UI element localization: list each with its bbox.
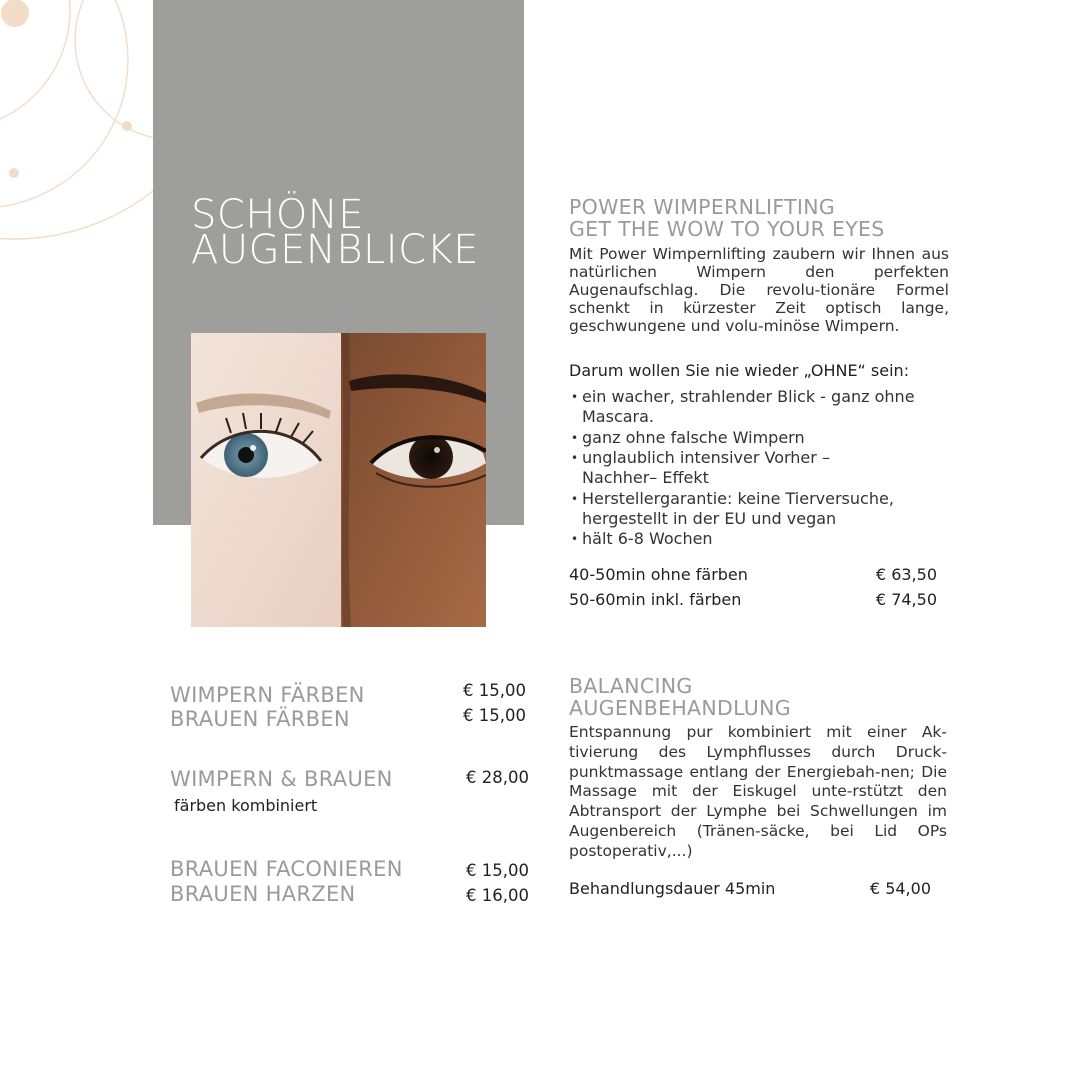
eyes-photo	[191, 333, 486, 627]
harzen-price: € 16,00	[466, 886, 529, 905]
harzen-label: BRAUEN HARZEN	[170, 882, 356, 906]
balancing-price: € 54,00	[869, 879, 931, 898]
price-value: € 74,50	[875, 590, 937, 609]
price-label: 50-60min inkl. färben	[569, 590, 742, 609]
headline-line1: SCHÖNE	[191, 192, 365, 238]
combo-subtext: färben kombiniert	[174, 796, 318, 815]
power-title-line1: POWER WIMPERNLIFTING	[569, 195, 836, 219]
benefit-item: • unglaublich intensiver Vorher – Nachher– Effekt	[569, 448, 852, 488]
wimpern-faerben-label: WIMPERN FÄRBEN	[170, 683, 365, 707]
benefit-item: • hält 6-8 Wochen	[569, 529, 939, 549]
balancing-section	[569, 675, 947, 862]
balancing-price-row	[569, 879, 931, 898]
power-description: Mit Power Wimpernlifting zaubern wir Ihnen aus natürlichen Wimpern den perfekten Augenaufschlag. Die revolu-tionäre Formel schenkt in kürzester Zeit optisch lange, geschwungene und volu-minöse Wimpern.	[569, 245, 949, 335]
faconieren-price: € 15,00	[466, 861, 529, 880]
brauen-faerben-label: BRAUEN FÄRBEN	[170, 707, 350, 731]
balancing-title-line2: AUGENBEHANDLUNG	[569, 696, 791, 720]
power-price-row	[569, 590, 937, 609]
power-subheading: Darum wollen Sie nie wieder „OHNE“ sein:	[569, 361, 910, 380]
benefit-item: • ganz ohne falsche Wimpern	[569, 428, 939, 448]
page-headline	[191, 192, 480, 273]
two-eyes-portrait-icon	[191, 333, 486, 627]
power-benefits-list	[569, 387, 939, 549]
benefit-item: • Herstellergarantie: keine Tierversuche, hergestellt in der EU und vegan	[569, 489, 917, 529]
wimpern-faerben-price: € 15,00	[463, 681, 526, 700]
duration-label: Behandlungsdauer 45min	[569, 879, 776, 898]
combo-price: € 28,00	[466, 768, 529, 787]
power-lifting-section	[569, 196, 949, 550]
combo-label: WIMPERN & BRAUEN	[170, 767, 393, 791]
power-price-row	[569, 565, 937, 584]
price-value: € 63,50	[875, 565, 937, 584]
balancing-description: Entspannung pur kombiniert mit einer Ak-tivierung des Lymphflusses durch Druck-punktmassage entlang der Energiebah-nen; Die Massage mit der Eiskugel unte-rstützt den Abtransport der Lymphe bei Schwellungen im Augenbereich (Tränen-säcke, bei Lid OPs postoperativ,...)	[569, 723, 947, 860]
balancing-title-line1: BALANCING	[569, 674, 693, 698]
benefit-item: • ein wacher, strahlender Blick - ganz ohne Mascara.	[569, 387, 939, 427]
power-title-line2: GET THE WOW TO YOUR EYES	[569, 217, 885, 241]
brauen-faerben-price: € 15,00	[463, 706, 526, 725]
price-label: 40-50min ohne färben	[569, 565, 748, 584]
headline-line2: AUGENBLICKE	[191, 227, 480, 273]
faconieren-label: BRAUEN FACONIEREN	[170, 857, 403, 881]
